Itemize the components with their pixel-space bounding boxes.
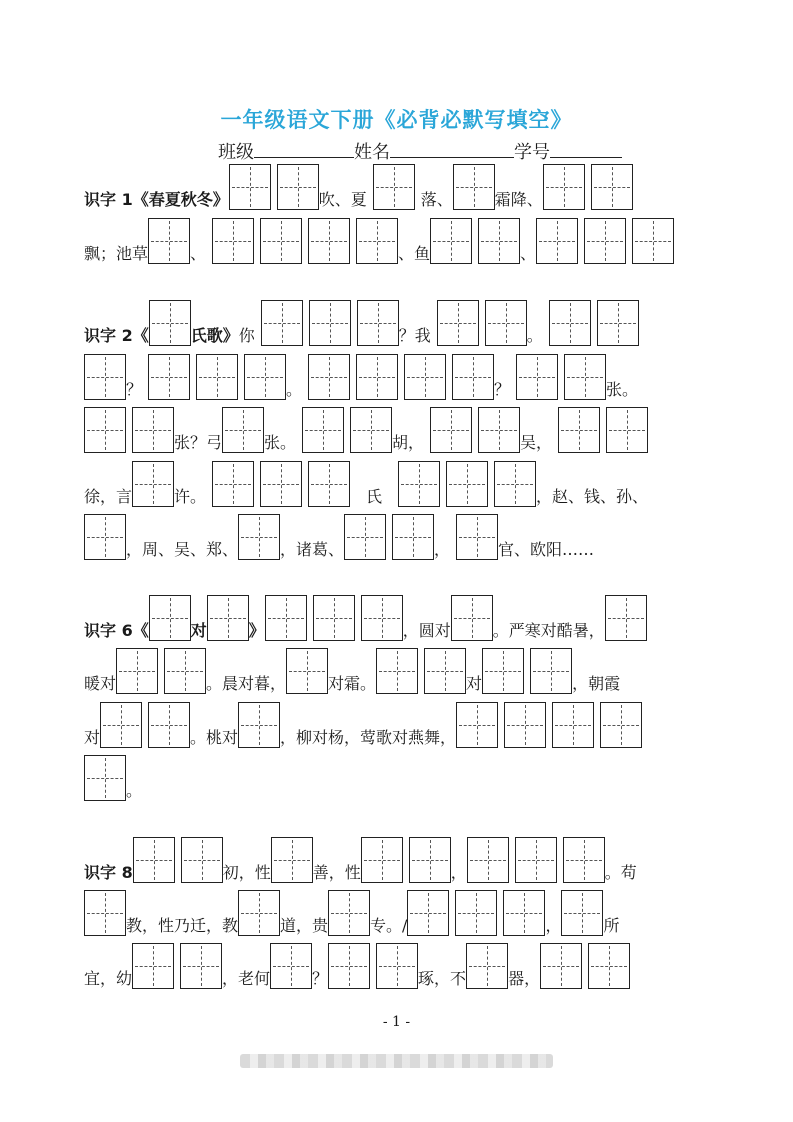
answer-box[interactable] — [543, 164, 585, 210]
answer-box[interactable] — [309, 300, 351, 346]
answer-box[interactable] — [181, 837, 223, 883]
answer-box[interactable] — [456, 702, 498, 748]
text-fragment: 、鱼 — [398, 244, 431, 263]
text-fragment: ，朝霞 — [572, 674, 621, 693]
answer-box[interactable] — [196, 354, 238, 400]
s2-line-3 — [84, 405, 654, 453]
answer-box[interactable] — [451, 595, 493, 641]
answer-box[interactable] — [308, 461, 350, 507]
text-fragment: ？ — [494, 380, 511, 399]
answer-box[interactable] — [504, 702, 546, 748]
text-fragment: ，赵、钱、孙、 — [536, 487, 649, 506]
answer-box[interactable] — [132, 943, 174, 989]
answer-box[interactable] — [308, 218, 350, 264]
text-fragment: 善，性 — [312, 863, 361, 882]
s2-line-1 — [84, 298, 645, 346]
answer-box[interactable] — [212, 218, 254, 264]
answer-box[interactable] — [588, 943, 630, 989]
text-fragment: ？我 — [398, 326, 431, 345]
text-fragment: ， — [450, 863, 467, 882]
s2-line-5 — [84, 512, 594, 560]
answer-box[interactable] — [373, 164, 415, 210]
answer-box[interactable] — [356, 218, 398, 264]
answer-box[interactable] — [446, 461, 488, 507]
s6-heading-end: 》 — [248, 621, 265, 640]
text-fragment: 氏 — [366, 487, 383, 506]
answer-box[interactable] — [238, 890, 280, 936]
s6-line-2 — [84, 646, 620, 694]
answer-box[interactable] — [148, 218, 190, 264]
answer-box[interactable] — [437, 300, 479, 346]
answer-box[interactable] — [361, 595, 403, 641]
answer-box[interactable] — [261, 300, 303, 346]
answer-box[interactable] — [558, 407, 600, 453]
answer-box[interactable] — [302, 407, 344, 453]
answer-box[interactable] — [149, 300, 191, 346]
text-fragment: 道，贵 — [280, 916, 329, 935]
blurred-watermark — [240, 1054, 553, 1068]
text-fragment: 暖对 — [84, 674, 117, 693]
answer-box[interactable] — [357, 300, 399, 346]
answer-box[interactable] — [482, 648, 524, 694]
answer-box[interactable] — [350, 407, 392, 453]
text-fragment: 器， — [508, 969, 541, 988]
answer-box[interactable] — [148, 702, 190, 748]
answer-box[interactable] — [552, 702, 594, 748]
text-fragment: 宜，幼 — [84, 969, 133, 988]
answer-box[interactable] — [540, 943, 582, 989]
text-fragment: 。 — [286, 380, 303, 399]
answer-box[interactable] — [222, 407, 264, 453]
text-fragment: 、 — [520, 244, 537, 263]
answer-box[interactable] — [277, 164, 319, 210]
text-fragment: 。苟 — [604, 863, 637, 882]
s6-heading-mid: 对 — [190, 621, 207, 640]
text-fragment: 吹、夏 — [318, 190, 367, 209]
answer-box[interactable] — [260, 461, 302, 507]
answer-box[interactable] — [361, 837, 403, 883]
answer-box[interactable] — [466, 943, 508, 989]
s8-line-3 — [84, 941, 636, 989]
page-number: - 1 - — [382, 1014, 411, 1030]
text-fragment: 对霜。 — [328, 674, 377, 693]
class-blank[interactable] — [254, 139, 354, 158]
answer-box[interactable] — [376, 943, 418, 989]
answer-box[interactable] — [229, 164, 271, 210]
answer-box[interactable] — [344, 514, 386, 560]
text-fragment: 落、 — [420, 190, 453, 209]
answer-box[interactable] — [563, 837, 605, 883]
answer-box[interactable] — [564, 354, 606, 400]
s6-line-1 — [84, 593, 653, 641]
text-fragment: 张？弓 — [174, 433, 223, 452]
answer-box[interactable] — [212, 461, 254, 507]
answer-box[interactable] — [430, 407, 472, 453]
answer-box[interactable] — [84, 407, 126, 453]
text-fragment: 吴， — [520, 433, 553, 452]
answer-box[interactable] — [456, 514, 498, 560]
text-fragment: 霜降、 — [494, 190, 543, 209]
text-fragment: ，诸葛、 — [280, 540, 345, 559]
page-title: 一年级语文下册《必背必默写填空》 — [220, 108, 573, 132]
answer-box[interactable] — [605, 595, 647, 641]
answer-box[interactable] — [478, 407, 520, 453]
answer-box[interactable] — [164, 648, 206, 694]
answer-box[interactable] — [530, 648, 572, 694]
text-fragment: ， — [434, 540, 451, 559]
answer-box[interactable] — [84, 354, 126, 400]
text-fragment: 。 — [126, 781, 143, 800]
text-fragment: 琢，不 — [418, 969, 467, 988]
answer-box[interactable] — [148, 354, 190, 400]
name-blank[interactable] — [390, 139, 514, 158]
text-fragment: 。桃对 — [190, 728, 239, 747]
answer-box[interactable] — [632, 218, 674, 264]
text-fragment: 。晨对暮， — [206, 674, 287, 693]
text-fragment: 胡， — [392, 433, 425, 452]
student-info-line — [218, 138, 622, 164]
answer-box[interactable] — [84, 514, 126, 560]
answer-box[interactable] — [270, 943, 312, 989]
class-label: 班级 — [218, 142, 254, 163]
answer-box[interactable] — [398, 461, 440, 507]
answer-box[interactable] — [149, 595, 191, 641]
answer-box[interactable] — [84, 890, 126, 936]
answer-box[interactable] — [116, 648, 158, 694]
text-fragment: ，周、吴、郑、 — [126, 540, 239, 559]
text-fragment: 官、欧阳…… — [498, 540, 595, 559]
answer-box[interactable] — [424, 648, 466, 694]
answer-box[interactable] — [271, 837, 313, 883]
text-fragment: ？ — [312, 969, 329, 988]
answer-box[interactable] — [409, 837, 451, 883]
text-fragment: 张。 — [264, 433, 297, 452]
answer-box[interactable] — [597, 300, 639, 346]
answer-box[interactable] — [132, 461, 174, 507]
text-fragment: 所 — [603, 916, 620, 935]
s8-line-1 — [84, 835, 637, 883]
answer-box[interactable] — [376, 648, 418, 694]
s6-line-4 — [84, 753, 142, 801]
answer-box[interactable] — [606, 407, 648, 453]
answer-box[interactable] — [328, 943, 370, 989]
answer-box[interactable] — [536, 218, 578, 264]
text-fragment: 对 — [466, 674, 483, 693]
text-fragment: ，柳对杨，莺歌对燕舞， — [280, 728, 457, 747]
answer-box[interactable] — [503, 890, 545, 936]
text-fragment: 专。/ — [370, 916, 408, 935]
answer-box[interactable] — [286, 648, 328, 694]
s2-heading: 识字 2《 — [84, 326, 149, 345]
text-fragment: 徐，言 — [84, 487, 133, 506]
answer-box[interactable] — [180, 943, 222, 989]
text-fragment: 。严寒对酷暑， — [492, 621, 605, 640]
answer-box[interactable] — [238, 702, 280, 748]
text-fragment: 对 — [84, 728, 101, 747]
answer-box[interactable] — [84, 755, 126, 801]
id-label: 学号 — [514, 142, 550, 163]
answer-box[interactable] — [207, 595, 249, 641]
answer-box[interactable] — [561, 890, 603, 936]
s2-heading-end: 氏歌》 — [190, 326, 239, 345]
answer-box[interactable] — [132, 407, 174, 453]
s2-line-2 — [84, 352, 638, 400]
answer-box[interactable] — [238, 514, 280, 560]
answer-box[interactable] — [515, 837, 557, 883]
answer-box[interactable] — [478, 218, 520, 264]
answer-box[interactable] — [494, 461, 536, 507]
answer-box[interactable] — [516, 354, 558, 400]
s2-line-4 — [84, 459, 648, 507]
text-fragment: ， — [545, 916, 562, 935]
answer-box[interactable] — [453, 164, 495, 210]
text-fragment: 、 — [190, 244, 207, 263]
answer-box[interactable] — [356, 354, 398, 400]
text-fragment: 初，性 — [222, 863, 271, 882]
answer-box[interactable] — [430, 218, 472, 264]
answer-box[interactable] — [485, 300, 527, 346]
answer-box[interactable] — [600, 702, 642, 748]
s1-line-2 — [84, 216, 680, 264]
text-fragment: 张。 — [606, 380, 639, 399]
text-fragment: 许。 — [174, 487, 207, 506]
text-fragment: 教，性乃迁，教 — [126, 916, 239, 935]
answer-box[interactable] — [308, 354, 350, 400]
text-fragment: 飘；池草 — [84, 244, 149, 263]
text-fragment: 。 — [526, 326, 543, 345]
answer-box[interactable] — [313, 595, 355, 641]
s6-line-3 — [84, 700, 648, 748]
answer-box[interactable] — [133, 837, 175, 883]
s1-heading: 识字 1《春夏秋冬》 — [84, 190, 229, 209]
answer-box[interactable] — [404, 354, 446, 400]
text-fragment: ？ — [126, 380, 143, 399]
answer-box[interactable] — [452, 354, 494, 400]
answer-box[interactable] — [591, 164, 633, 210]
answer-box[interactable] — [328, 890, 370, 936]
s8-line-2 — [84, 888, 619, 936]
answer-box[interactable] — [467, 837, 509, 883]
s1-line-1 — [84, 162, 639, 210]
answer-box[interactable] — [407, 890, 449, 936]
s8-heading: 识字 8 — [84, 863, 133, 882]
text-fragment: ，圆对 — [402, 621, 451, 640]
answer-box[interactable] — [100, 702, 142, 748]
text-fragment: ，老何 — [222, 969, 271, 988]
id-blank[interactable] — [550, 139, 622, 158]
answer-box[interactable] — [455, 890, 497, 936]
answer-box[interactable] — [244, 354, 286, 400]
answer-box[interactable] — [265, 595, 307, 641]
name-label: 姓名 — [354, 142, 390, 163]
answer-box[interactable] — [584, 218, 626, 264]
s6-heading: 识字 6《 — [84, 621, 149, 640]
answer-box[interactable] — [392, 514, 434, 560]
answer-box[interactable] — [260, 218, 302, 264]
text-fragment: 你 — [238, 326, 255, 345]
answer-box[interactable] — [549, 300, 591, 346]
